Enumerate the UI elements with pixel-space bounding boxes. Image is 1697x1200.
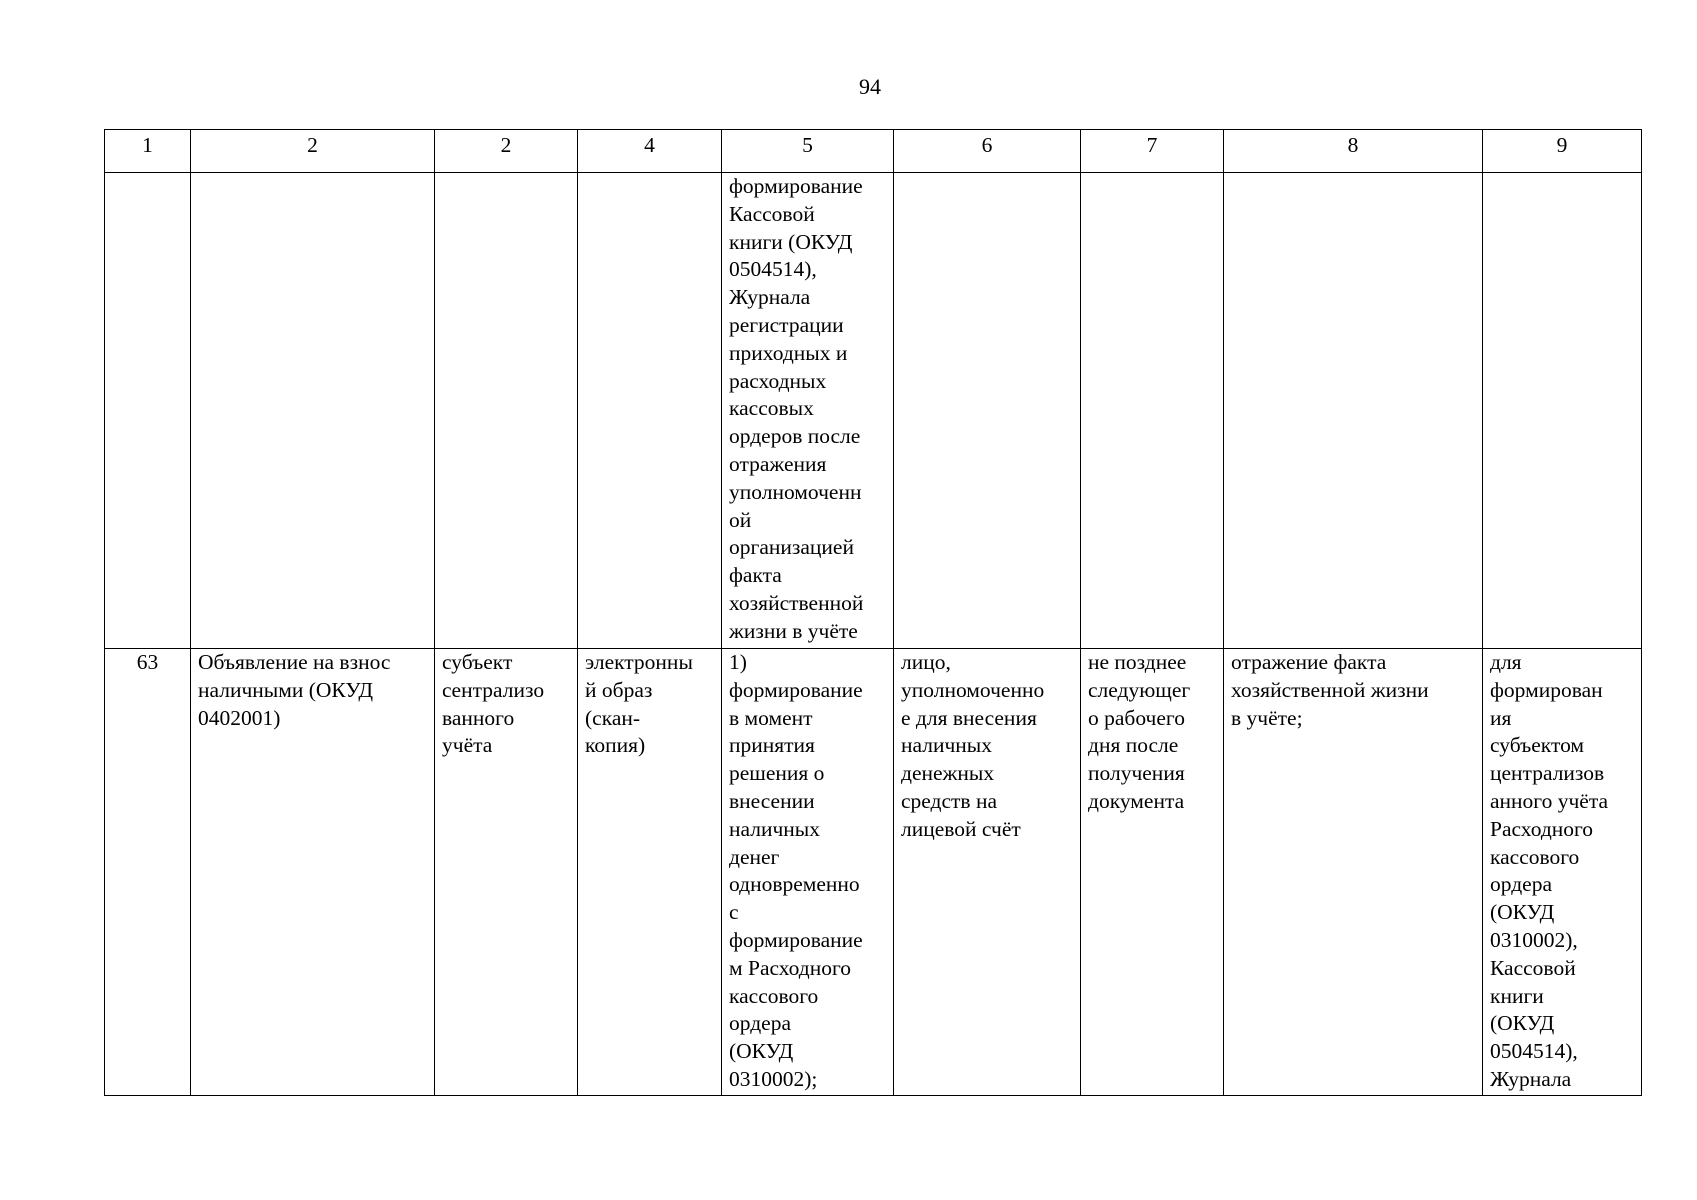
purpose-cell <box>1224 173 1483 649</box>
header-cell: 2 <box>191 130 435 173</box>
document-name-cell: Объявление на взнос наличными (ОКУД 0402001) <box>191 649 435 1096</box>
purpose-cell: отражение факта хозяйственной жизни в учёте; <box>1224 649 1483 1096</box>
header-cell: 2 <box>435 130 578 173</box>
header-cell: 6 <box>894 130 1081 173</box>
signer-cell <box>894 173 1081 649</box>
header-cell: 1 <box>105 130 191 173</box>
header-cell: 9 <box>1483 130 1642 173</box>
table-header-row <box>105 130 1642 173</box>
header-cell: 5 <box>722 130 894 173</box>
formation-cell: 1) формирование в момент принятия решения о внесении наличных денег одновременно с формирование м Расходного кассового ордера (ОКУД 0310002); <box>722 649 894 1096</box>
deadline-cell <box>1081 173 1224 649</box>
usage-cell <box>1483 173 1642 649</box>
responsible-cell <box>435 173 578 649</box>
header-cell: 8 <box>1224 130 1483 173</box>
signer-cell: лицо, уполномоченно е для внесения наличных денежных средств на лицевой счёт <box>894 649 1081 1096</box>
responsible-cell: субъект cентрализо ванного учёта <box>435 649 578 1096</box>
formation-cell: формирование Кассовой книги (ОКУД 0504514), Журнала регистрации приходных и расходных кассовых ордеров после отражения уполномоченн ой организацией факта хозяйственной жизни в учёте <box>722 173 894 649</box>
deadline-cell: не позднее следующег о рабочего дня после получения документа <box>1081 649 1224 1096</box>
document-name-cell <box>191 173 435 649</box>
format-cell <box>578 173 722 649</box>
row-number-cell <box>105 173 191 649</box>
format-cell: электронны й образ (скан- копия) <box>578 649 722 1096</box>
table-row <box>105 173 1642 649</box>
usage-cell: для формирован ия субъектом централизов анного учёта Расходного кассового ордера (ОКУД 0310002), Кассовой книги (ОКУД 0504514), Журнала <box>1483 649 1642 1096</box>
register-table <box>104 129 1642 1096</box>
table-row <box>105 649 1642 1096</box>
page-number: 94 <box>859 74 881 99</box>
row-number-cell: 63 <box>105 649 191 1096</box>
header-cell: 4 <box>578 130 722 173</box>
header-cell: 7 <box>1081 130 1224 173</box>
